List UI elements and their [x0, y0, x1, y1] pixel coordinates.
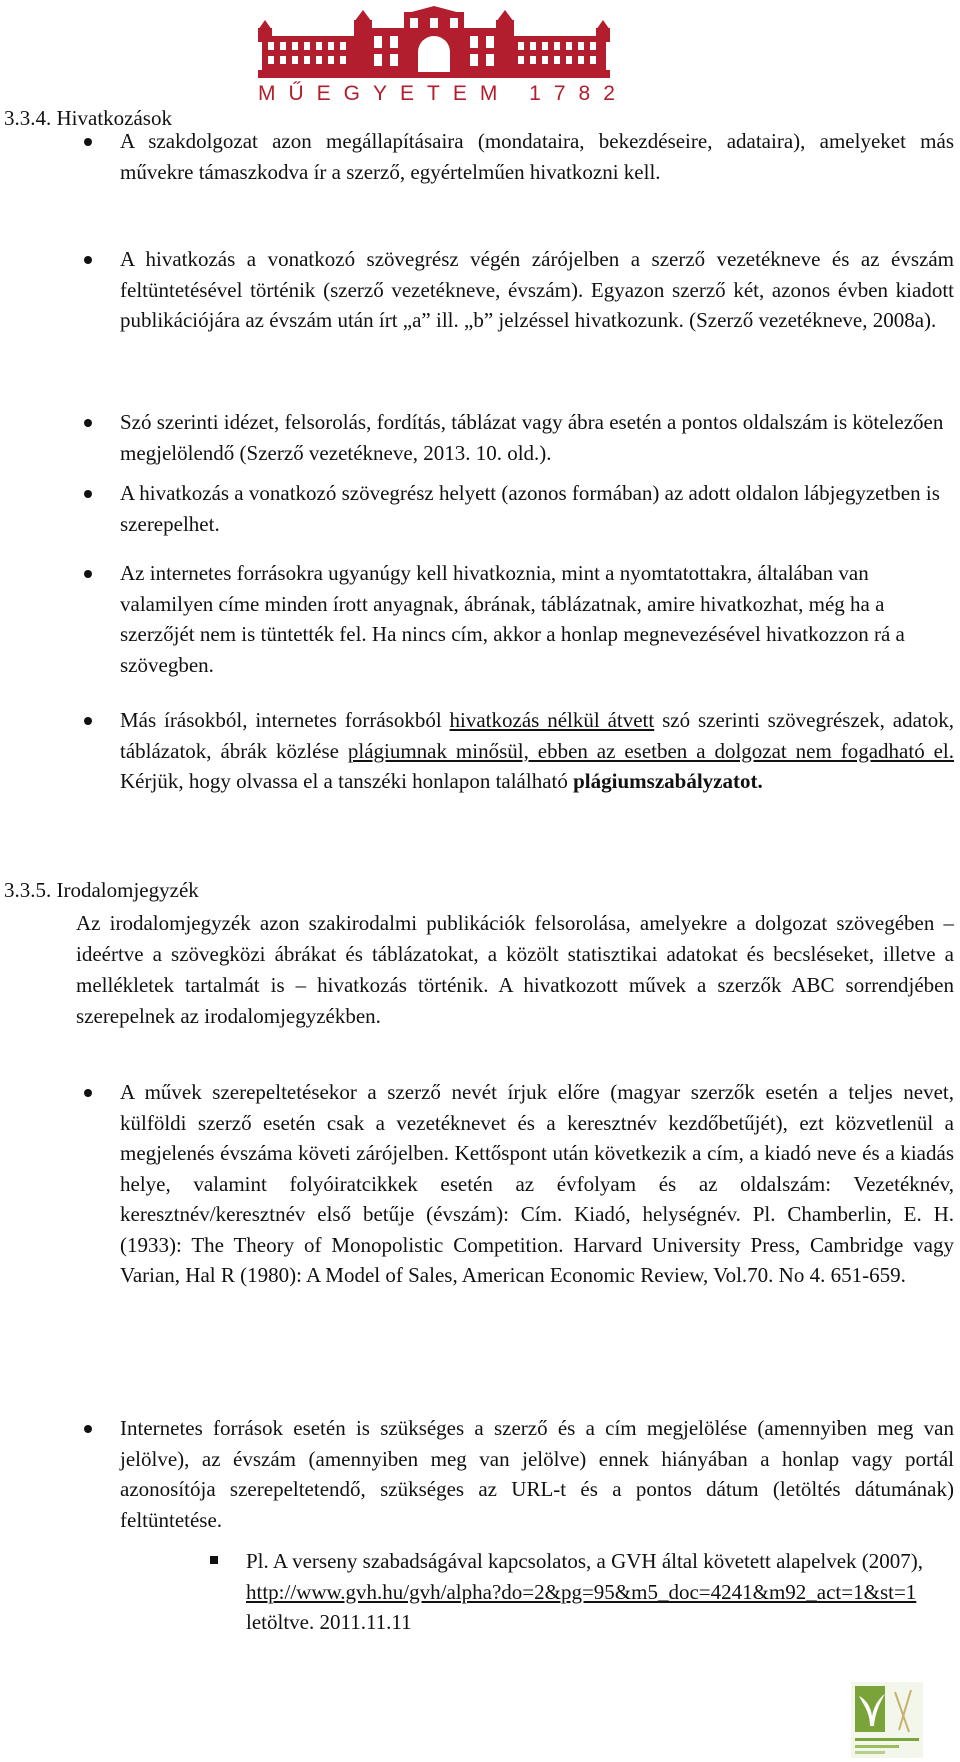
- list-item-plagiarism: [120, 705, 954, 797]
- plagiarism-text-4: plágiumnak minősül, ebben az esetben a dolgozat nem fogadható el.: [347, 738, 954, 763]
- list-item: [120, 558, 954, 680]
- list-item-text: A művek szerepeltetésekor a szerző nevét írjuk előre (magyar szerzők esetén a teljes nevet, külföldi szerző esetén csak a vezetéknevet és a keresztnév kezdőbetűjét), ezt közvetlenül a megjelenés évszáma követi zárójelben. Kettőspont után következik a cím, a kiadó neve és a kiadás helye, valamint folyóiratcikkek esetén az évfolyam és az oldalszám: Vezetéknév, keresztnév/keresztnév első betűje (évszám): Cím. Kiadó, helységnév. Pl. Chamberlin, E. H. (1933): The Theory of Monopolistic Competition. Harvard University Press, Cambridge vagy Varian, Hal R (1980): A Model of Sales, American Economic Review, Vol.70. No 4. 651-659.: [120, 1080, 954, 1287]
- bullet-icon: [84, 1089, 92, 1097]
- example-suffix: letöltve. 2011.11.11: [246, 1610, 412, 1634]
- gvh-link[interactable]: http://www.gvh.hu/gvh/alpha?do=2&pg=95&m5_doc=4241&m92_act=1&st=1: [246, 1579, 917, 1604]
- square-bullet-icon: [210, 1556, 218, 1564]
- university-logo: [258, 6, 628, 108]
- footer-logo: [851, 1682, 923, 1758]
- list-item: [120, 1077, 954, 1291]
- list-item-text: A hivatkozás a vonatkozó szövegrész végén zárójelben a szerző vezetékneve és az évszám feltüntetésével történik (szerző vezetékneve, évszám). Egyazon szerző két, azonos évben kiadott publikációjára az évszám után írt „a” ill. „b” jelzéssel hivatkozunk. (Szerző vezetékneve, 2008a).: [120, 247, 954, 332]
- list-item-text: Internetes források esetén is szükséges a szerző és a cím megjelölése (amennyiben meg van jelölve), az évszám (amennyiben meg van jelölve) ennek hiányában a honlap vagy portál azonosítója szerepeltetendő, szükséges az URL-t és a pontos dátum (letöltés dátumának) feltüntetése.: [120, 1416, 954, 1532]
- plagiarism-text-1: Más írásokból, internetes forrásokból: [120, 708, 450, 732]
- list-item: [120, 1413, 954, 1535]
- plagiarism-text-3: szó szerinti szövegrészek, adatok, táblázatok, ábrák közlése: [120, 708, 954, 763]
- university-building-icon: [258, 6, 610, 82]
- bullet-icon: [84, 717, 92, 725]
- list-item-text: Szó szerinti idézet, felsorolás, fordítás, táblázat vagy ábra esetén a pontos oldalszám is kötelezően megjelölendő (Szerző vezetékneve, 2013. 10. old.).: [120, 410, 944, 465]
- bullet-icon: [84, 490, 92, 498]
- footer-plant-icon: [851, 1682, 923, 1758]
- list-item: [120, 126, 954, 187]
- list-item-text: Az internetes forrásokra ugyanúgy kell hivatkoznia, mint a nyomtatottakra, általában van valamilyen címe minden írott anyagnak, ábrának, táblázatnak, amire hivatkozhat, még ha a szerzőjét nem is tüntették fel. Ha nincs cím, akkor a honlap megnevezésével hivatkozzon rá a szövegben.: [120, 561, 905, 677]
- section-heading-irodalomjegyzek: 3.3.5. Irodalomjegyzék: [4, 878, 199, 902]
- bullet-icon: [84, 256, 92, 264]
- list-item-text: A szakdolgozat azon megállapításaira (mondataira, bekezdéseire, adataira), amelyeket más művekre támaszkodva ír a szerző, egyértelműen hivatkozni kell.: [120, 129, 954, 184]
- list-item-text: A hivatkozás a vonatkozó szövegrész helyett (azonos formában) az adott oldalon lábjegyzetben is szerepelhet.: [120, 481, 940, 536]
- plagiarism-text-5: Kérjük, hogy olvassa el a tanszéki honlapon található: [120, 769, 574, 793]
- list-item: [120, 244, 954, 336]
- bullet-icon: [84, 419, 92, 427]
- logo-wordmark: MŰEGYETEM 1782: [258, 82, 628, 105]
- bullet-icon: [84, 570, 92, 578]
- list-item: [120, 407, 954, 468]
- irodalomjegyzek-intro: Az irodalomjegyzék azon szakirodalmi publikációk felsorolása, amelyekre a dolgozat szövegében – ideértve a szövegközi ábrákat és táblázatokat, a közölt statisztikai adatokat és becsléseket, illetve a mellékletek tartalmát is – hivatkozás történik. A hivatkozott művek a szerzők ABC sorrendjében szerepelnek az irodalomjegyzékben.: [76, 911, 954, 1028]
- section-heading-hivatkozasok: 3.3.4. Hivatkozások: [4, 106, 172, 130]
- bullet-icon: [84, 1425, 92, 1433]
- bullet-icon: [84, 138, 92, 146]
- list-item: [120, 478, 954, 539]
- example-text: Pl. A verseny szabadságával kapcsolatos, a GVH által követett alapelvek (2007),: [246, 1549, 924, 1573]
- plagiarism-text-2: hivatkozás nélkül átvett: [449, 708, 655, 732]
- plagiarism-policy-link-text: plágiumszabályzatot.: [573, 769, 763, 793]
- sub-list-item-example: [246, 1546, 958, 1638]
